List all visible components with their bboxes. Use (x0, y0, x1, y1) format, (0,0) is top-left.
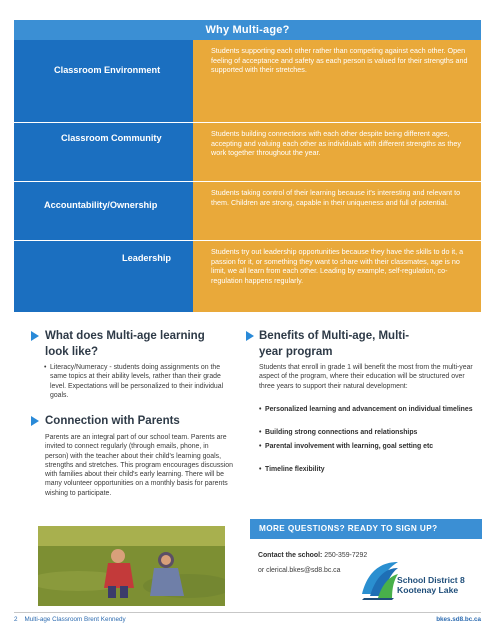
page-number: 2 (14, 616, 18, 623)
list-item (259, 405, 475, 414)
phone-number[interactable]: 250-359-7292 (324, 552, 368, 559)
parents-text: Parents are an integral part of our school team. Parents are invited to connect regularly (through emails, phone, in person) with the teacher about their child's learning goals, strengths and stretches. This program encourages discussion with families about their child's early learning. There will be many volunteer opportunities on a monthly basis for parents wishing to participate. (45, 434, 233, 497)
title-line: year program (259, 346, 333, 358)
title-line: What does Multi-age learning (45, 330, 205, 342)
list-item (259, 465, 475, 474)
table-row (14, 182, 481, 240)
list-item (259, 428, 475, 437)
title-line: look like? (45, 346, 99, 358)
logo-line: School District 8 (397, 575, 465, 585)
section-title-parents: Connection with Parents (45, 415, 180, 427)
section-arrow-icon (246, 331, 254, 341)
page-header: Why Multi-age? (14, 20, 481, 40)
section-arrow-icon (31, 416, 39, 426)
logo-text (397, 575, 465, 595)
table-row (14, 123, 481, 181)
footer-url[interactable]: bkes.sd8.bc.ca (436, 616, 481, 623)
or-text: or (258, 567, 265, 574)
benefits-intro: Students that enroll in grade 1 will benefit the most from the multi-year aspect of the program, where their education will be structured over three years to support their natural development: (259, 364, 473, 390)
section-arrow-icon (31, 331, 39, 341)
row-description: Students building connections with each other despite being different ages, accepting and valuing each other as individuals with different strengths as they work together throughout the year. (193, 123, 481, 181)
bullet-icon: • (259, 443, 262, 450)
table-row (14, 241, 481, 312)
contact-line (258, 552, 367, 559)
contact-label: Contact the school: (258, 552, 323, 559)
footer-divider (14, 612, 481, 613)
row-description: Students try out leadership opportunities because they have the skills to do it, a passion for it, or something they want to share with their classmates, age is no limit, we all learn from each other. Leading by example, self-regulation, co-regulation happens regularly. (193, 241, 481, 312)
row-description: Students taking control of their learning because it's interesting and relevant to them. Children are strong, capable in their uniqueness and full of potential. (193, 182, 481, 240)
title-line: Benefits of Multi-age, Multi- (259, 330, 410, 342)
bullet-text: Timeline flexibility (265, 466, 325, 473)
bullet-text: Building strong connections and relationships (265, 429, 418, 436)
list-item (259, 442, 475, 451)
email-link[interactable]: clerical.bkes@sd8.bc.ca (266, 567, 341, 574)
bullet-text: Literacy/Numeracy - students doing assignments on the same topics at their ability levels, rather than their grade level. Expectations will be personalized to their individual goals. (50, 364, 224, 399)
row-label: Classroom Environment (14, 40, 193, 122)
bullet-icon: • (44, 364, 47, 371)
list-item (44, 363, 230, 400)
bullet-text: Parental involvement with learning, goal setting etc (265, 443, 434, 450)
section-title-learning (45, 329, 205, 359)
children-photo (38, 526, 225, 606)
footer-title: Multi-age Classroom Brent Kennedy (24, 616, 126, 623)
row-label: Leadership (14, 241, 193, 312)
row-label: Accountability/Ownership (14, 182, 193, 240)
table-row (14, 40, 481, 122)
email-line (258, 567, 340, 574)
bullet-icon: • (259, 406, 262, 413)
bullet-icon: • (259, 466, 262, 473)
comparison-table (14, 40, 481, 312)
bullet-text: Personalized learning and advancement on individual timelines (265, 406, 473, 413)
row-description: Students supporting each other rather than competing against each other. Open feeling of acceptance and safety as each person is valued for their strengths and supported with their stretches. (193, 40, 481, 122)
cta-banner: MORE QUESTIONS? READY TO SIGN UP? (250, 519, 482, 539)
section-title-benefits (259, 329, 409, 359)
bullet-icon: • (259, 429, 262, 436)
logo-line: Kootenay Lake (397, 585, 459, 595)
footer-left (14, 616, 126, 623)
row-label: Classroom Community (14, 123, 193, 181)
